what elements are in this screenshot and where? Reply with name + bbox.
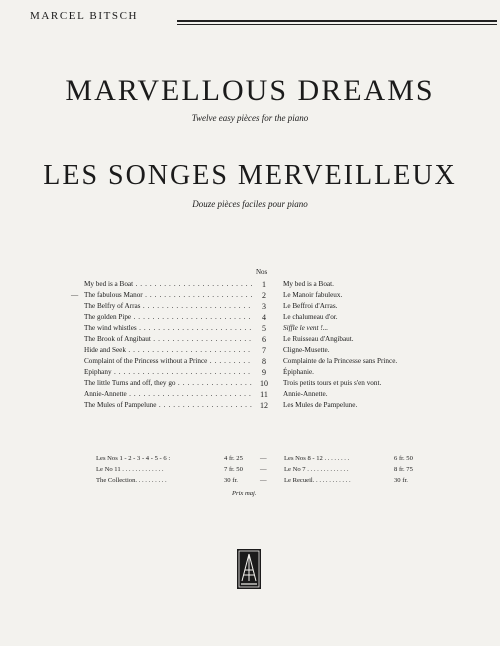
english-piece-title: The fabulous Manor . . . [84,290,252,301]
piece-number: 9 [262,368,266,377]
price-value: 7 fr. 50 [224,466,243,473]
contents-row [0,323,500,334]
price-list [0,453,500,486]
price-item-label: Les Nos 1 - 2 - 3 - 4 - 5 - 6 : [96,455,171,462]
french-piece-title: Le chalumeau d'or. [283,313,338,321]
piece-number: 6 [262,335,266,344]
price-row [0,475,500,486]
price-item-label: Le No 11 . . . . . . . . . . . . . [96,466,164,473]
contents-row [0,400,500,411]
price-separator: — [260,477,267,484]
english-piece-title: The little Turns and off, they go . . . [84,378,252,389]
header-rule [177,20,497,22]
piece-number: 7 [262,346,266,355]
english-title: MARVELLOUS DREAMS [65,74,435,107]
piece-number: 11 [260,390,268,399]
price-row [0,453,500,464]
contents-list [0,279,500,411]
french-piece-title: Cligne-Musette. [283,346,330,354]
contents-row [0,334,500,345]
french-piece-title: Complainte de la Princesse sans Prince. [283,357,398,365]
piece-number: 1 [262,280,266,289]
english-piece-title: Hide and Seek . . . [84,345,252,356]
english-piece-title: The wind whistles . . . [84,323,252,334]
contents-row [0,279,500,290]
price-item-label: Le No 7 . . . . . . . . . . . . . [284,466,349,473]
french-piece-title: Le Ruisseau d'Angibaut. [283,335,354,343]
price-separator: — [260,466,267,473]
french-piece-title: Siffle le vent !... [283,324,329,332]
contents-row [0,367,500,378]
english-subtitle: Twelve easy pièces for the piano [191,113,309,123]
contents-row [0,389,500,400]
price-value: 30 fr. [224,477,238,484]
english-piece-title: Complaint of the Princess without a Prince . . . [84,356,252,367]
french-piece-title: Trois petits tours et puis s'en vont. [283,379,382,387]
number-column-heading: Nos [256,268,268,276]
contents-row [0,301,500,312]
french-piece-title: Annie-Annette. [283,390,328,398]
piece-number: 4 [262,313,266,322]
contents-row [0,290,500,301]
piece-number: 10 [260,379,268,388]
french-piece-title: Le Beffroi d'Arras. [283,302,338,310]
price-item-label: The Collection. . . . . . . . . . [96,477,167,484]
publisher-logo [236,548,262,590]
french-piece-title: Le Manoir fabuleux. [283,291,343,299]
price-row [0,464,500,475]
composer-name: MARCEL BITSCH [30,10,139,22]
piece-number: 3 [262,302,266,311]
english-piece-title: The Belfry of Arras . . . [84,301,252,312]
french-piece-title: Épiphanie. [283,368,314,376]
price-item-label: Le Recueil. . . . . . . . . . . . [284,477,351,484]
row-dash: — [71,291,79,299]
contents-row [0,356,500,367]
price-item-label: Les Nos 8 - 12 . . . . . . . . [284,455,350,462]
french-piece-title: My bed is a Boat. [283,280,334,288]
price-value: 4 fr. 25 [224,455,243,462]
contents-row [0,378,500,389]
english-piece-title: The Brook of Angibaut . . . [84,334,252,345]
english-piece-title: The Mules of Pampelune . . . [84,400,252,411]
price-value: 8 fr. 75 [394,466,413,473]
piece-number: 8 [262,357,266,366]
english-piece-title: The golden Pipe . . . [84,312,252,323]
price-note: Prix maj. [232,490,257,497]
english-piece-title: Epiphany . . . [84,367,252,378]
english-piece-title: My bed is a Boat . . . [84,279,252,290]
price-separator: — [260,455,267,462]
english-piece-title: Annie-Annette . . . [84,389,252,400]
french-piece-title: Les Mules de Pampelune. [283,401,358,409]
french-subtitle: Douze pièces faciles pour piano [192,199,308,209]
contents-row [0,345,500,356]
price-value: 6 fr. 50 [394,455,413,462]
french-title: LES SONGES MERVEILLEUX [43,160,457,191]
price-value: 30 fr. [394,477,408,484]
piece-number: 5 [262,324,266,333]
contents-row [0,312,500,323]
piece-number: 12 [260,401,268,410]
piece-number: 2 [262,291,266,300]
